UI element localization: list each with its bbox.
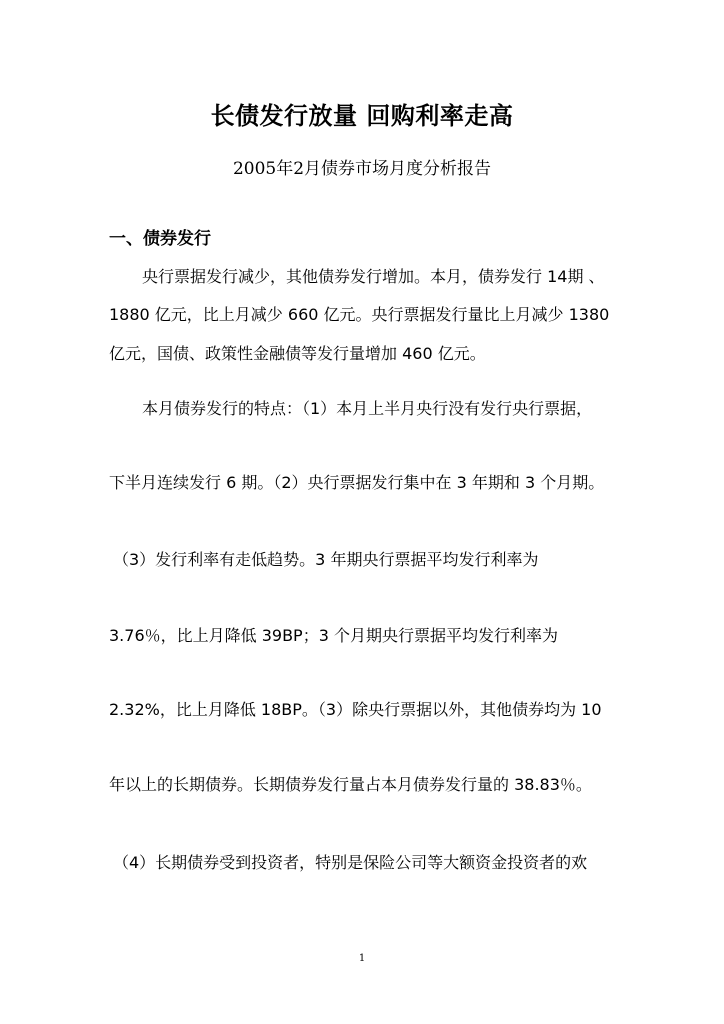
document-subtitle: 2005年2月债券市场月度分析报告 — [232, 159, 492, 179]
body-line-4: 本月债券发行的特点：（1）本月上半月央行没有发行央行票据， — [142, 399, 593, 418]
body-line-1: 央行票据发行减少，其他债券发行增加。本月，债券发行 14期 、 — [142, 267, 605, 286]
body-line-2: 1880 亿元，比上月减少 660 亿元。央行票据发行量比上月减少 1380 — [109, 305, 610, 324]
body-line-3: 亿元，国债、政策性金融债等发行量增加 460 亿元。 — [109, 344, 486, 363]
page-number: 1 — [358, 953, 366, 964]
body-line-9: 年以上的长期债券。长期债券发行量占本月债券发行量的 38.83％。 — [109, 775, 592, 794]
body-line-5: 下半月连续发行 6 期。（2）央行票据发行集中在 3 年期和 3 个月期。 — [109, 473, 605, 492]
body-line-10: （4）长期债券受到投资者，特别是保险公司等大额资金投资者的欢 — [113, 853, 588, 872]
document-title: 长债发行放量 回购利率走高 — [210, 102, 514, 130]
body-line-8: 2.32%，比上月降低 18BP。（3）除央行票据以外，其他债券均为 10 — [109, 700, 602, 719]
section-heading: 一、债券发行 — [109, 229, 211, 249]
body-line-6: （3）发行利率有走低趋势。3 年期央行票据平均发行利率为 — [113, 550, 539, 569]
body-line-7: 3.76％，比上月降低 39BP；3 个月期央行票据平均发行利率为 — [109, 626, 558, 645]
